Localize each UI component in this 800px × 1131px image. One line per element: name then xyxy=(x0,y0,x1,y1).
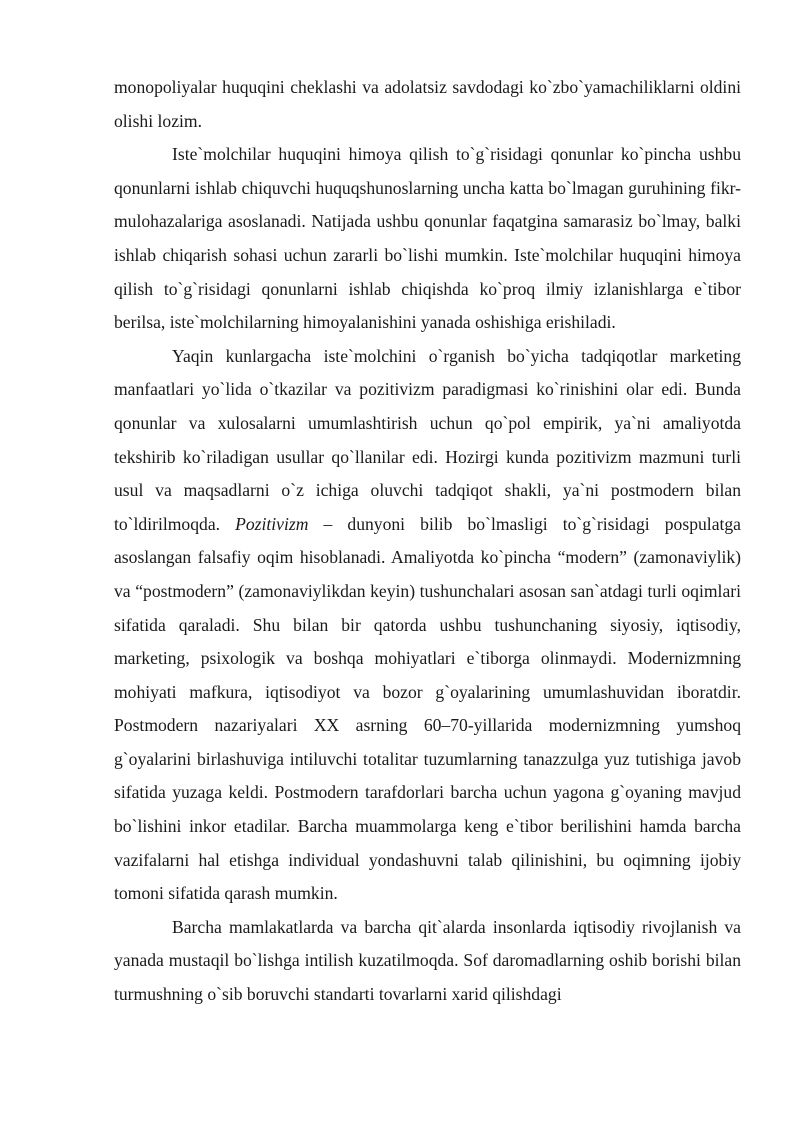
body-text xyxy=(114,71,741,1012)
paragraph-text-end: – dunyoni bilib bo`lmasligi to`g`risidagi pospulatga asoslangan falsafiy oqim hisoblanadi. Amaliyotda ko`pincha “modern” (zamonaviylik) va “postmodern” (zamonaviylikdan keyin) tushunchalari asosan san`atdagi turli oqimlari sifatida qaraladi. Shu bilan bir qatorda ushbu tushunchaning siyosiy, iqtisodiy, marketing, psixologik va boshqa mohiyatlari e`tiborga olinmaydi. Modernizmning mohiyati mafkura, iqtisodiyot va bozor g`oyalarining umumlashuvidan iboratdir. Postmodern nazariyalari XX asrning 60–70-yillarida modernizmning yumshoq g`oyalarini birlashuviga intiluvchi totalitar tuzumlarning tanazzulga yuz tutishiga javob sifatida yuzaga keldi. Postmodern tarafdorlari barcha uchun yagona g`oyaning mavjud bo`lishini inkor etadilar. Barcha muammolarga keng e`tibor berilishini hamda barcha vazifalarni hal etishga individual yondashuvni talab qilinishini, bu oqimning ijobiy tomoni sifatida qarash mumkin. xyxy=(114,513,741,904)
italic-term-positivism: Pozitivizm xyxy=(235,513,309,534)
paragraph-continuation: monopoliyalar huquqini cheklashi va adolatsiz savdodagi ko`zbo`yamachiliklarni oldini olishi lozim. xyxy=(114,77,741,131)
paragraph-positivism-postmodern xyxy=(114,340,741,911)
paragraph-text-start: Yaqin kunlargacha iste`molchini o`rganish bo`yicha tadqiqotlar marketing manfaatlari yo`lida o`tkazilar va pozitivizm paradigmasi ko`rinishini olar edi. Bunda qonunlar va xulosalarni umumlashtirish uchun qo`pol empirik, ya`ni amaliyotda tekshirib ko`riladigan usullar qo`llanilar edi. Hozirgi kunda pozitivizm mazmuni turli usul va maqsadlarni o`z ichiga oluvchi tadqiqot shakli, ya`ni postmodern bilan to`ldirilmoqda. xyxy=(114,345,741,534)
paragraph-economic-development: Barcha mamlakatlarda va barcha qit`alarda insonlarda iqtisodiy rivojlanish va yanada mustaqil bo`lishga intilish kuzatilmoqda. Sof daromadlarning oshib borishi bilan turmushning o`sib boruvchi standarti tovarlarni xarid qilishdagi xyxy=(114,916,741,1005)
paragraph-consumer-protection-laws: Iste`molchilar huquqini himoya qilish to`g`risidagi qonunlar ko`pincha ushbu qonunlarni ishlab chiquvchi huquqshunoslarning uncha katta bo`lmagan guruhining fikr-mulohazalariga asoslanadi. Natijada ushbu qonunlar faqatgina samarasiz bo`lmay, balki ishlab chiqarish sohasi uchun zararli bo`lishi mumkin. Iste`molchilar huquqini himoya qilish to`g`risidagi qonunlarni ishlab chiqishda ko`proq ilmiy izlanishlarga e`tibor berilsa, iste`molchilarning himoyalanishini yanada oshishiga erishiladi. xyxy=(114,144,741,333)
